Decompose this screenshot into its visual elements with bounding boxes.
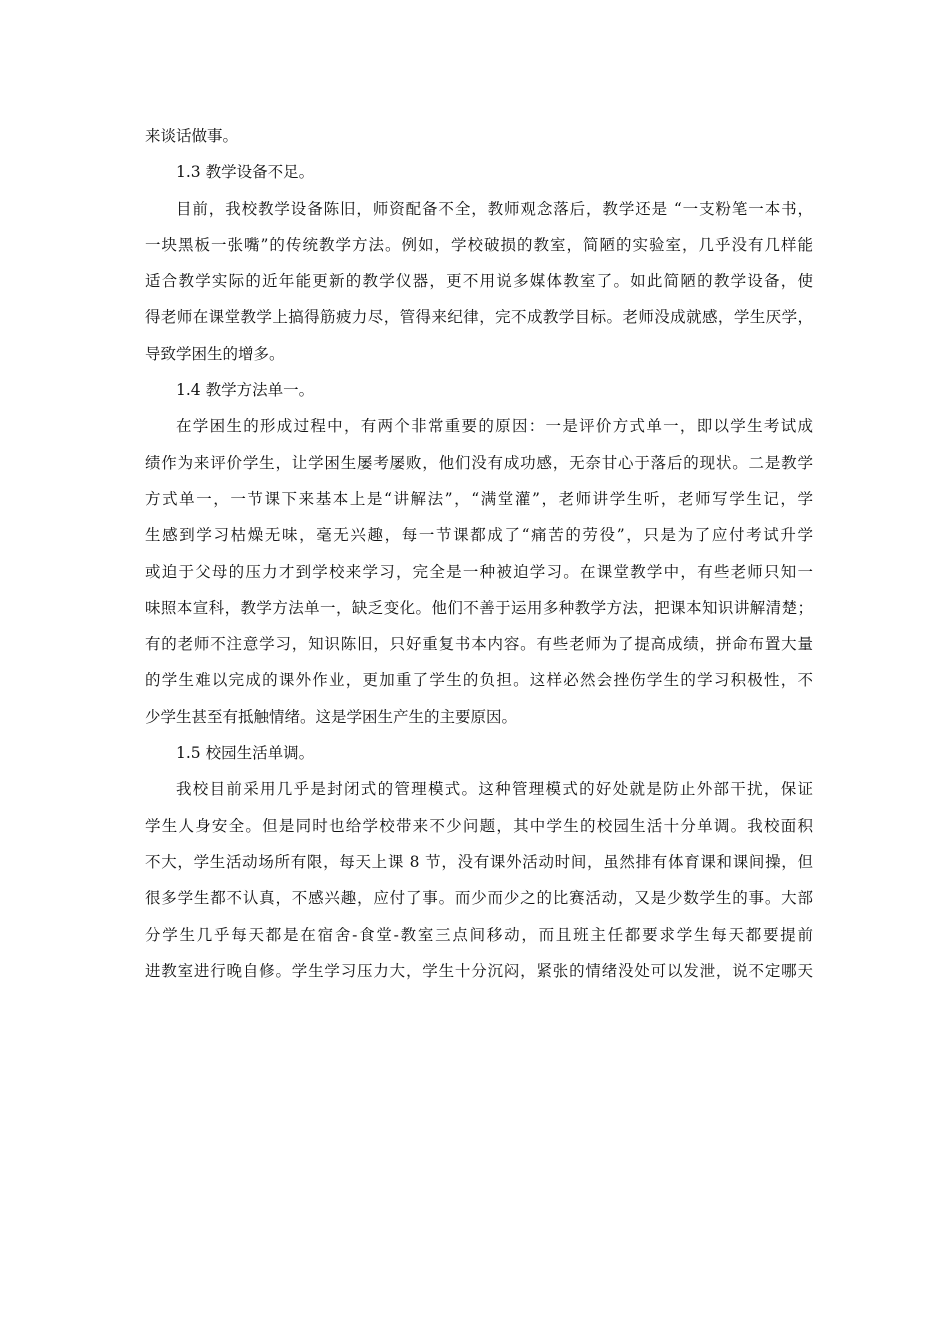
paragraph-line: 或迫于父母的压力才到学校来学习，完全是一种被迫学习。在课堂教学中，有些老师只知一: [145, 562, 813, 581]
body-text: [145, 118, 813, 989]
paragraph-last-line: 来谈话做事。: [145, 127, 239, 145]
paragraph-last-line: 少学生甚至有抵触情绪。这是学困生产生的主要原因。: [145, 707, 518, 726]
paragraph-first-line: 我校目前采用几乎是封闭式的管理模式。这种管理模式的好处就是防止外部干扰，保证: [176, 780, 813, 799]
paragraph-line: 一块黑板一张嘴”的传统教学方法。例如，学校破损的教室，简陋的实验室，几乎没有几样能: [145, 235, 813, 254]
paragraph-line: 方式单一，一节课下来基本上是“讲解法”，“满堂灌”，老师讲学生听，老师写学生记，学: [145, 489, 813, 508]
section-heading: 1.3 教学设备不足。: [176, 163, 315, 182]
paragraph-line: 生感到学习枯燥无味，毫无兴趣，每一节课都成了“痛苦的劳役”，只是为了应付考试升学: [145, 526, 813, 545]
paragraph-last-line: 导致学困生的增多。: [145, 344, 285, 363]
paragraph-line: 进教室进行晚自修。学生学习压力大，学生十分沉闷，紧张的情绪没处可以发泄，说不定哪天: [145, 961, 813, 980]
paragraph-line: 得老师在课堂教学上搞得筋疲力尽，管得来纪律，完不成教学目标。老师没成就感，学生厌学，: [145, 308, 813, 327]
paragraph-line: 适合教学实际的近年能更新的教学仪器，更不用说多媒体教室了。如此简陋的教学设备，使: [145, 272, 813, 291]
paragraph-line: 味照本宣科，教学方法单一，缺乏变化。他们不善于运用多种教学方法，把课本知识讲解清楚；: [145, 598, 813, 617]
paragraph-first-line: 目前，我校教学设备陈旧，师资配备不全，教师观念落后，教学还是 “一支粉笔一本书，: [176, 199, 813, 218]
paragraph-line: 的学生难以完成的课外作业，更加重了学生的负担。这样必然会挫伤学生的学习积极性，不: [145, 671, 813, 690]
paragraph-line: 有的老师不注意学习，知识陈旧，只好重复书本内容。有些老师为了提高成绩，拼命布置大量: [145, 635, 813, 654]
paragraph-line: 不大，学生活动场所有限，每天上课 8 节，没有课外活动时间，虽然排有体育课和课间操，但: [145, 852, 813, 871]
section-heading: 1.4 教学方法单一。: [176, 381, 315, 400]
section-heading: 1.5 校园生活单调。: [176, 744, 315, 763]
paragraph-line: 绩作为来评价学生，让学困生屡考屡败，他们没有成功感，无奈甘心于落后的现状。二是教学: [145, 453, 813, 472]
paragraph-line: 分学生几乎每天都是在宿舍-食堂-教室三点间移动，而且班主任都要求学生每天都要提前: [145, 925, 813, 944]
paragraph-first-line: 在学困生的形成过程中，有两个非常重要的原因：一是评价方式单一，即以学生考试成: [176, 417, 813, 436]
paragraph-line: 很多学生都不认真，不感兴趣，应付了事。而少而少之的比赛活动，又是少数学生的事。大部: [145, 889, 813, 908]
paragraph-line: 学生人身安全。但是同时也给学校带来不少问题，其中学生的校园生活十分单调。我校面积: [145, 816, 813, 835]
